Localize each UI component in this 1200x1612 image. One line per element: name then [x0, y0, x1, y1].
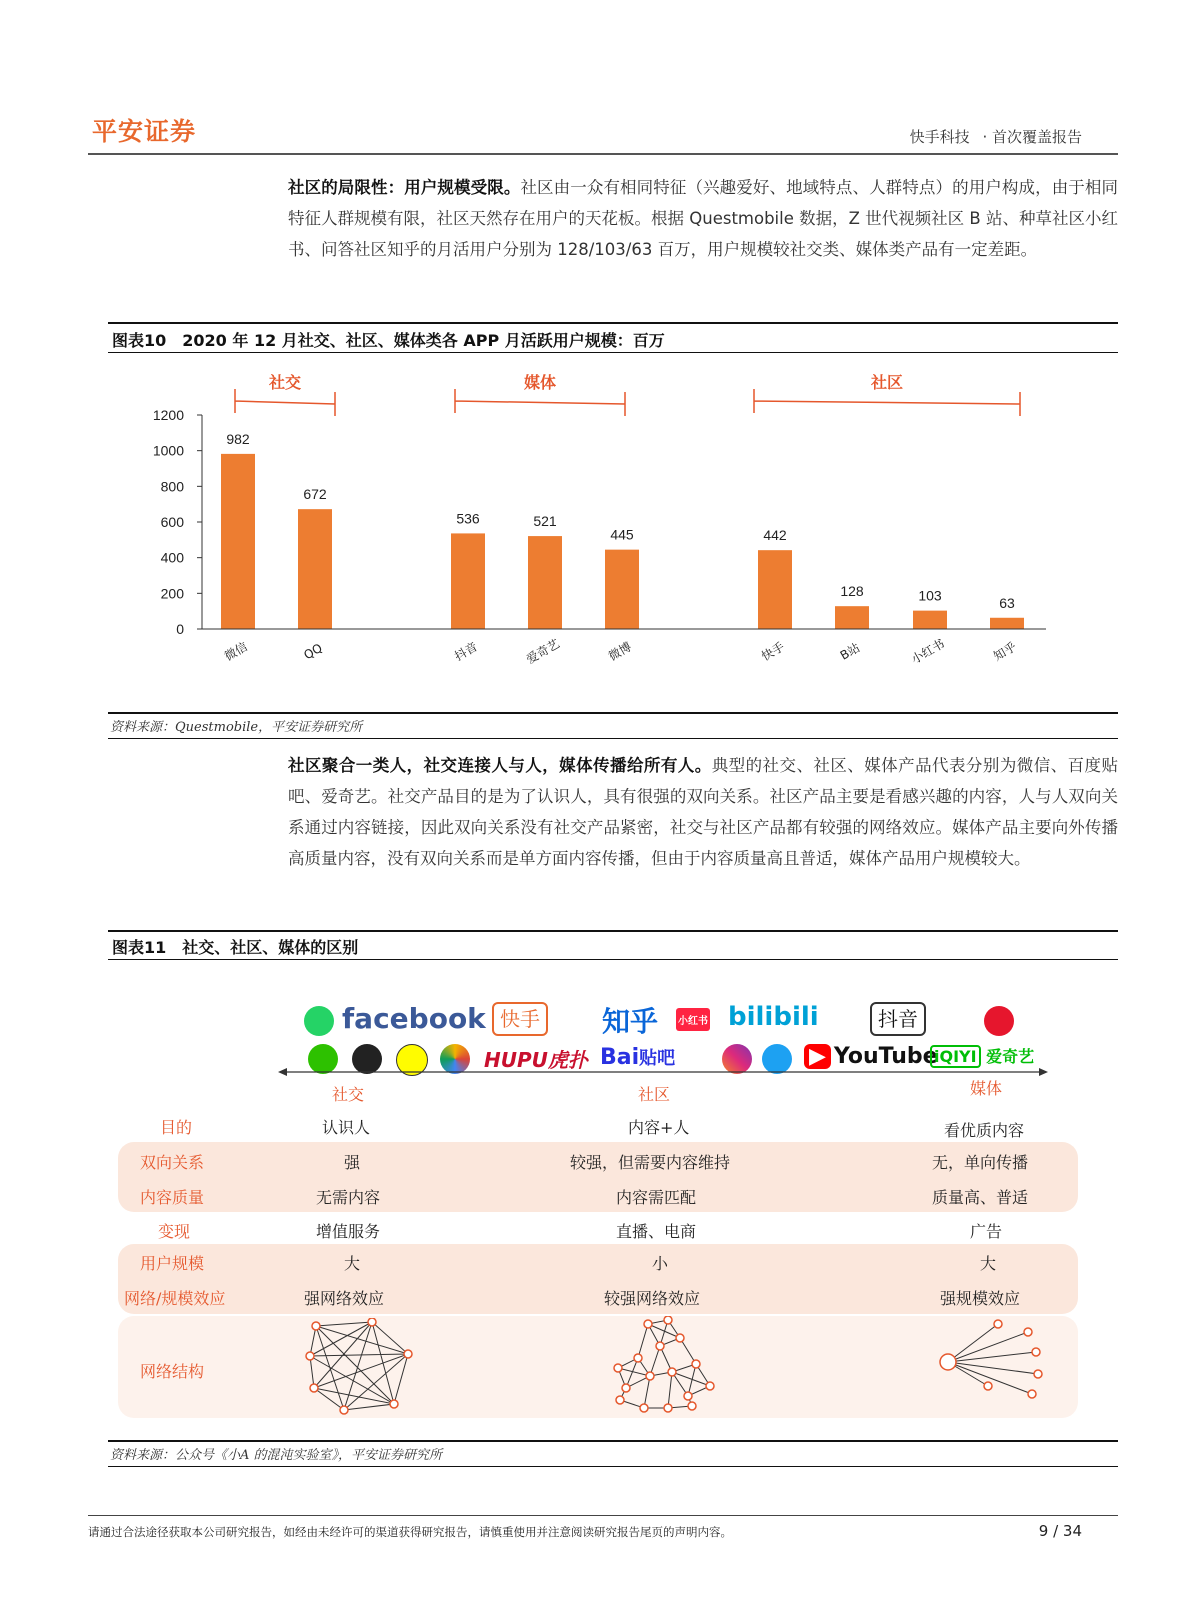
data-label: 445 [610, 526, 634, 543]
cell-media: 强规模效应 [940, 1289, 1021, 1308]
cell-social: 无需内容 [316, 1188, 381, 1207]
x-tick-label: 小红书 [908, 636, 948, 667]
data-label: 536 [456, 510, 480, 527]
page-number: 9 / 34 [1038, 1522, 1082, 1540]
category-social: 社交 [332, 1085, 365, 1104]
cell-community: 较强网络效应 [604, 1289, 701, 1308]
figure-number: 图表10 [112, 331, 167, 350]
row-label: 内容质量 [140, 1188, 205, 1207]
figure-bottom-rule [108, 712, 1118, 714]
figure-source: 资料来源：Questmobile，平安证券研究所 [110, 720, 363, 735]
group-bracket [754, 389, 1020, 416]
bar-7 [913, 611, 947, 629]
figure-title [112, 328, 665, 351]
mesh-network-diagram [304, 1318, 418, 1416]
figure-title [112, 935, 358, 958]
table-row [118, 1352, 1078, 1386]
y-tick-label: 600 [160, 514, 184, 530]
row-label: 网络/规模效应 [124, 1289, 226, 1308]
cell-media: 质量高、普适 [932, 1188, 1029, 1207]
row-label: 目的 [160, 1118, 193, 1137]
data-label: 521 [533, 513, 557, 530]
cell-social: 强网络效应 [304, 1289, 385, 1308]
x-tick-label: B站 [837, 640, 863, 663]
xiaohongshu-logo: 小红书 [676, 1008, 710, 1031]
iqiyi-logo: iQIYI 爱奇艺 [930, 1044, 1034, 1067]
cell-community: 内容需匹配 [616, 1188, 697, 1207]
bar-6 [835, 606, 869, 629]
row-label: 网络结构 [140, 1362, 205, 1381]
kuaishou-logo: 快手 [492, 1002, 548, 1036]
group-label: 媒体 [523, 373, 557, 392]
table-row [118, 1279, 1078, 1313]
y-tick-label: 1000 [152, 442, 184, 459]
data-label: 442 [763, 527, 787, 544]
figure-top-rule [108, 322, 1118, 324]
figure-caption: 2020 年 12 月社交、社区、媒体类各 APP 月活跃用户规模：百万 [182, 331, 665, 350]
figure-number: 图表11 [112, 938, 167, 957]
x-tick-label: 快手 [759, 639, 787, 664]
figure-sub-rule [108, 959, 1118, 960]
bar-8 [990, 618, 1024, 629]
data-label: 103 [918, 587, 942, 604]
bar-3 [528, 536, 562, 629]
cell-media: 大 [980, 1254, 997, 1273]
category-community: 社区 [638, 1085, 671, 1104]
x-tick-label: 微博 [606, 639, 634, 664]
cell-community: 直播、电商 [616, 1222, 697, 1241]
cell-social: 大 [344, 1254, 361, 1273]
bar-4 [605, 550, 639, 629]
source-rule [108, 1466, 1118, 1467]
baidu-logo: Bai贴吧 [600, 1045, 676, 1070]
category-axis-arrow [278, 1066, 1048, 1078]
table-row [118, 1178, 1078, 1212]
figure-sub-rule [108, 352, 1118, 353]
cell-media: 无，单向传播 [932, 1153, 1029, 1172]
cell-community: 小 [652, 1254, 669, 1273]
bilibili-logo: bilibili [728, 1002, 819, 1032]
group-label: 社交 [268, 373, 302, 392]
whatsapp-icon [304, 1006, 334, 1036]
cluster-network-diagram [608, 1316, 718, 1416]
data-label: 128 [840, 583, 864, 600]
table-row [118, 1143, 1078, 1177]
bar-0 [221, 454, 255, 629]
data-label: 63 [999, 594, 1015, 611]
bar-5 [758, 550, 792, 629]
x-tick-label: 微信 [222, 639, 250, 664]
footer-disclaimer: 请通过合法途径获取本公司研究报告，如经由未经许可的渠道获得研究报告，请慎重使用并注意阅读研究报告尾页的声明内容。 [88, 1525, 732, 1539]
group-bracket [235, 389, 335, 416]
figure-source: 资料来源：公众号《小A 的混沌实验室》，平安证券研究所 [110, 1448, 443, 1463]
source-rule [108, 738, 1118, 739]
brand-logo: 平安证券 [92, 117, 197, 146]
paragraph-social-community-media [288, 750, 1118, 874]
cell-community: 较强，但需要内容维持 [570, 1153, 731, 1172]
y-tick-label: 0 [176, 621, 184, 637]
bar-1 [298, 509, 332, 629]
cell-social: 增值服务 [316, 1222, 381, 1241]
bar-2 [451, 533, 485, 629]
comparison-figure [118, 1000, 1078, 1440]
data-label: 672 [303, 486, 327, 503]
group-bracket [455, 389, 625, 416]
y-tick-label: 400 [160, 549, 184, 566]
y-tick-label: 800 [160, 478, 184, 495]
mau-bar-chart [130, 368, 1060, 688]
row-label: 双向关系 [140, 1153, 205, 1172]
paragraph-community-limits [288, 172, 1118, 265]
group-label: 社区 [870, 373, 904, 392]
y-tick-label: 200 [160, 585, 184, 602]
youtube-logo: ▶ YouTube [804, 1044, 938, 1069]
facebook-logo: facebook [342, 1002, 486, 1035]
weibo-icon [984, 1006, 1014, 1036]
cell-social: 强 [344, 1153, 361, 1172]
cell-social: 认识人 [322, 1118, 371, 1137]
company-name: 快手科技 [909, 128, 970, 146]
hupu-logo: HUPU虎扑 [484, 1048, 588, 1072]
figure-bottom-rule [108, 1440, 1118, 1442]
cell-media: 看优质内容 [944, 1121, 1025, 1140]
table-row [118, 1212, 1078, 1246]
table-row [118, 1244, 1078, 1278]
row-label: 变现 [158, 1222, 191, 1241]
table-row [118, 1108, 1078, 1142]
x-tick-label: 抖音 [452, 639, 480, 664]
paragraph-lead: 社区的局限性：用户规模受限。 [288, 178, 521, 197]
broadcast-network-diagram [936, 1318, 1046, 1408]
douyin-logo: 抖音 [870, 1002, 926, 1036]
paragraph-lead: 社区聚合一类人，社交连接人与人，媒体传播给所有人。 [288, 756, 712, 775]
data-label: 982 [226, 430, 250, 447]
footer-divider [88, 1515, 1118, 1516]
paragraph-text: 典型的社交、社区、媒体产品代表分别为微信、百度贴吧、爱奇艺。社交产品目的是为了认识人，具有很强的双向关系。社区产品主要是看感兴趣的内容，人与人双向关系通过内容链接，因此双向关系没有社交产品紧密，社交与社区产品都有较强的网络效应。媒体产品主要向外传播高质量内容，没有双向关系而是单方面内容传播，但由于内容质量高且普适，媒体产品用户规模较大。 [288, 756, 1119, 868]
report-type: · 首次覆盖报告 [982, 128, 1082, 146]
row-label: 用户规模 [140, 1254, 205, 1273]
y-tick-label: 1200 [152, 407, 184, 423]
figure-top-rule [108, 930, 1118, 932]
header-divider [88, 153, 1118, 155]
x-tick-label: 爱奇艺 [523, 636, 563, 667]
cell-media: 广告 [970, 1222, 1003, 1241]
report-header [910, 126, 1082, 147]
paragraph-text: 社区由一众有相同特征（兴趣爱好、地域特点、人群特点）的用户构成，由于相同特征人群规模有限，社区天然存在用户的天花板。根据 Questmobile 数据，Z 世代视频社区 B 站、种草社区小红书、问答社区知乎的月活用户分别为 128/103/63 百万，用户规模较社交类、媒体类产品有一定差距。 [288, 178, 1119, 259]
x-tick-label: 知乎 [991, 639, 1019, 664]
x-tick-label: QQ [301, 640, 325, 663]
figure-caption: 社交、社区、媒体的区别 [182, 938, 359, 957]
zhihu-logo: 知乎 [602, 1005, 659, 1038]
category-media: 媒体 [970, 1079, 1003, 1098]
cell-community: 内容+人 [628, 1118, 690, 1137]
